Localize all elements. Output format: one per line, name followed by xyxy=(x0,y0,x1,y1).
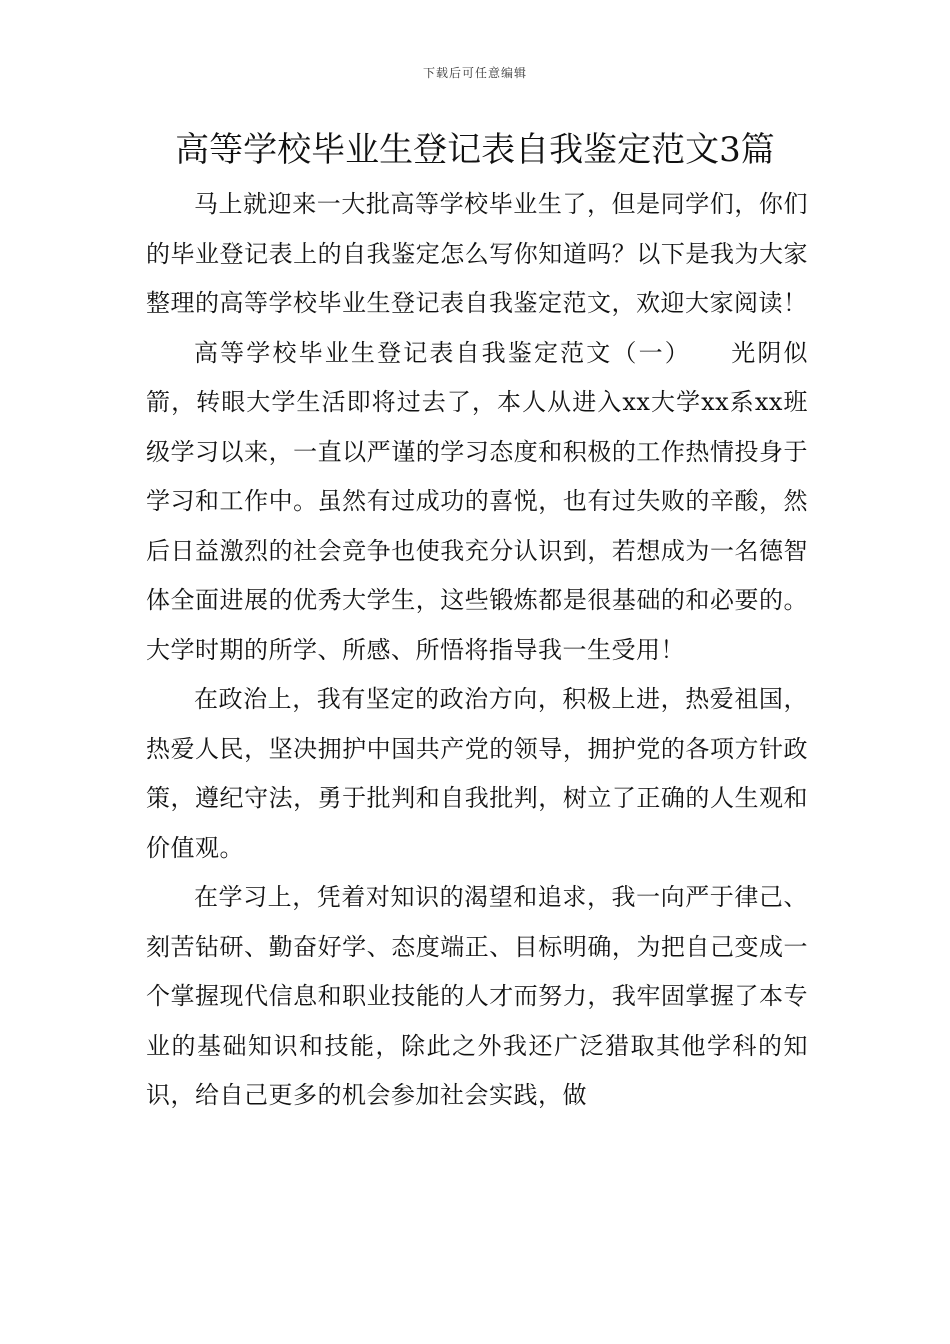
page-header-note: 下载后可任意编辑 xyxy=(422,66,527,80)
paragraph-politics: 在政治上，我有坚定的政治方向，积极上进，热爱祖国，热爱人民，坚决拥护中国共产党的领导，拥护党的各项方针政策，遵纪守法，勇于批判和自我批判，树立了正确的人生观和价值观。 xyxy=(146,685,808,862)
paragraph-study: 在学习上，凭着对知识的渴望和追求，我一向严于律己、刻苦钻研、勤奋好学、态度端正、目标明确，为把自己变成一个掌握现代信息和职业技能的人才而努力，我牢固掌握了本专业的基础知识和技能，除此之外我还广泛猎取其他学科的知识，给自己更多的机会参加社会实践，做 xyxy=(146,883,808,1109)
paragraph-intro: 马上就迎来一大批高等学校毕业生了，但是同学们，你们的毕业登记表上的自我鉴定怎么写你知道吗？以下是我为大家整理的高等学校毕业生登记表自我鉴定范文，欢迎大家阅读！ xyxy=(146,190,808,317)
paragraph-sample-one: 高等学校毕业生登记表自我鉴定范文（一） 光阴似箭，转眼大学生活即将过去了，本人从进入xx大学xx系xx班级学习以来，一直以严谨的学习态度和积极的工作热情投身于学习和工作中。虽然有过成功的喜悦，也有过失败的辛酸，然后日益激烈的社会竞争也使我充分认识到，若想成为一名德智体全面进展的优秀大学生，这些锻炼都是很基础的和必要的。大学时期的所学、所感、所悟将指导我一生受用！ xyxy=(146,338,808,664)
document-body xyxy=(146,180,808,1121)
document-title: 高等学校毕业生登记表自我鉴定范文3篇 xyxy=(175,130,775,170)
